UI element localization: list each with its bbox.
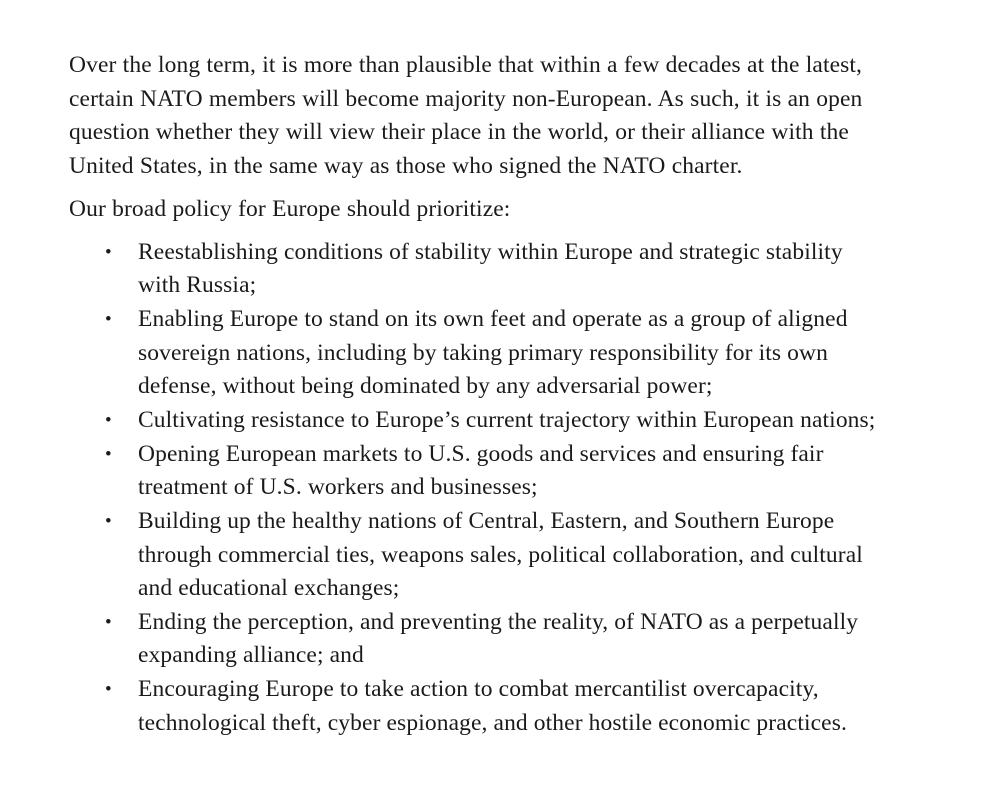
list-item-text: Enabling Europe to stand on its own feet and operate as a group of aligned sovereign nations, including by taking primary responsibility for its own defense, without being dominated by any adversarial power; bbox=[138, 306, 848, 400]
bullet-icon: • bbox=[105, 410, 112, 431]
list-item bbox=[69, 673, 881, 740]
list-item-text: Encouraging Europe to take action to combat mercantilist overcapacity, technological theft, cyber espionage, and other hostile economic practices. bbox=[138, 676, 847, 736]
paragraph-nato-long-term: Over the long term, it is more than plausible that within a few decades at the latest, certain NATO members will become majority non-European. As such, it is an open question whether they will view their place in the world, or their alliance with the United States, in the same way as those who signed the NATO charter. bbox=[69, 52, 863, 179]
policy-priorities-list bbox=[69, 236, 881, 740]
list-item-text: Reestablishing conditions of stability within Europe and strategic stability with Russia; bbox=[138, 238, 843, 299]
bullet-icon: • bbox=[105, 511, 112, 533]
list-item bbox=[69, 303, 881, 403]
bullet-icon: • bbox=[105, 679, 112, 701]
list-item bbox=[69, 505, 881, 605]
list-item-text: Ending the perception, and preventing the reality, of NATO as a perpetually expanding alliance; and bbox=[138, 608, 859, 669]
document-body bbox=[69, 49, 917, 741]
paragraph-policy-intro: Our broad policy for Europe should prioritize: bbox=[69, 196, 511, 223]
list-item-text: Opening European markets to U.S. goods and services and ensuring fair treatment of U.S. workers and businesses; bbox=[138, 440, 824, 501]
bullet-icon: • bbox=[105, 443, 112, 465]
list-item-text: Cultivating resistance to Europe’s current trajectory within European nations; bbox=[138, 407, 876, 433]
list-item bbox=[69, 236, 881, 303]
list-item-text: Building up the healthy nations of Central, Eastern, and Southern Europe through commercial ties, weapons sales, political collaboration, and cultural and educational exchanges; bbox=[138, 508, 863, 602]
bullet-icon: • bbox=[105, 241, 112, 263]
list-item bbox=[69, 404, 881, 437]
bullet-icon: • bbox=[105, 309, 112, 331]
list-item bbox=[69, 438, 881, 505]
list-item bbox=[69, 606, 881, 673]
bullet-icon: • bbox=[105, 611, 112, 633]
